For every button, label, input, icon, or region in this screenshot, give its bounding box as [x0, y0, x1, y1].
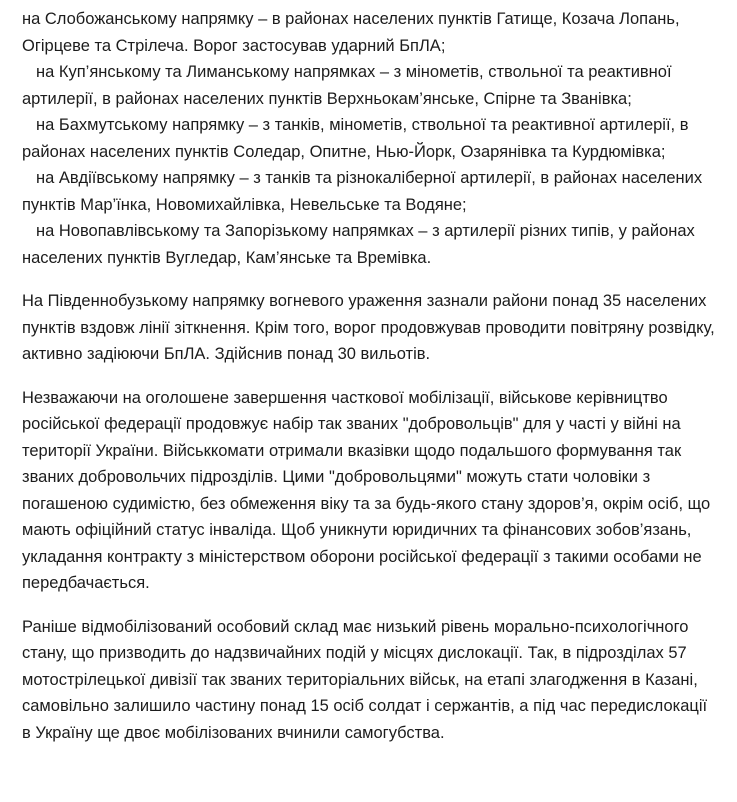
list-item: на Авдіївському напрямку – з танків та різнокаліберної артилерії, в районах населених пунктів Мар’їнка, Новомихайлівка, Невельське та Водяне;: [22, 169, 703, 214]
list-item: на Бахмутському напрямку – з танків, мінометів, ствольної та реактивної артилерії, в районах населених пунктів Соледар, Опитне, Нью-Йорк, Озарянівка та Курдюмівка;: [22, 116, 689, 161]
directions-bullet-list: [22, 6, 715, 271]
paragraph-mobilization: Незважаючи на оголошене завершення часткової мобілізації, військове керівництво російської федерації продовжує набір так званих "добровольців" для у часті у війні на території України. Військкомати отримали вказівки щодо подальшого формування так званих добровольчих підрозділів. Цими "добровольцями" можуть стати чоловіки з погашеною судимістю, без обмеження віку та за будь-якого стану здоров’я, окрім осіб, що мають офіційний статус інваліда. Щоб уникнути юридичних та фінансових зобов’язань, укладання контракту з міністерством оборони російської федерації з такими особами не передбачається.: [22, 388, 711, 592]
paragraph-south-bug: На Південнобузькому напрямку вогневого ураження зазнали райони понад 35 населених пунктів вздовж лінії зіткнення. Крім того, ворог продовжував проводити повітряну розвідку, активно задіюючи БпЛА. Здійснив понад 30 вильотів.: [22, 292, 715, 363]
list-item: на Куп’янському та Лиманському напрямках – з мінометів, ствольної та реактивної артилерії, в районах населених пунктів Верхньокам’янське, Спірне та Званівка;: [22, 63, 672, 108]
paragraph-morale: Раніше відмобілізований особовий склад має низький рівень морально-психологічного стану, що призводить до надзвичайних подій у місцях дислокації. Так, в підрозділах 57 мотострілецької дивізії так званих територіальних військ, на етапі злагодження в Казані, самовільно залишило частину понад 15 осіб солдат і сержантів, а під час передислокації в Україну ще двоє мобілізованих вчинили самогубства.: [22, 617, 708, 742]
list-item: на Слобожанському напрямку – в районах населених пунктів Гатище, Козача Лопань, Огірцеве та Стрілеча. Ворог застосував ударний БпЛА;: [22, 10, 680, 55]
list-item: на Новопавлівському та Запорізькому напрямках – з артилерії різних типів, у районах населених пунктів Вугледар, Кам’янське та Времівка.: [22, 222, 695, 267]
